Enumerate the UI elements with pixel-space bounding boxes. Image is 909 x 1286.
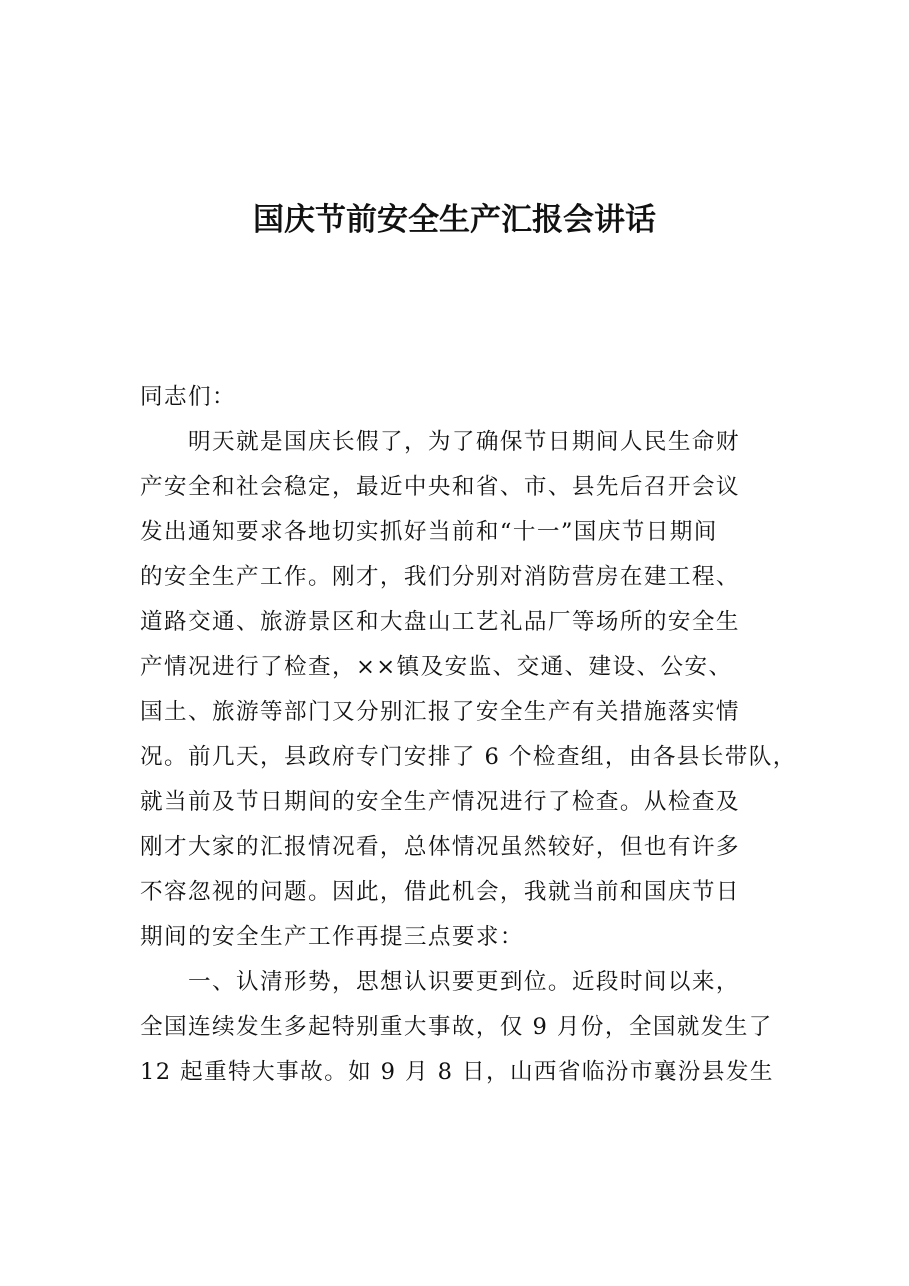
paragraph-line: 产安全和社会稳定，最近中央和省、市、县先后召开会议	[140, 474, 740, 500]
paragraph-line: 产情况进行了检查，××镇及安监、交通、建设、公安、	[140, 654, 733, 680]
paragraph-line: 12 起重特大事故。如 9 月 8 日，山西省临汾市襄汾县发生	[140, 1059, 774, 1085]
document-title: 国庆节前安全生产汇报会讲话	[253, 202, 656, 238]
paragraph-line: 发出通知要求各地切实抓好当前和“十一”国庆节日期间	[140, 519, 718, 545]
section-heading-line: 一、认清形势，思想认识要更到位。近段时间以来，	[188, 969, 740, 995]
paragraph-line: 明天就是国庆长假了，为了确保节日期间人民生命财	[188, 429, 740, 455]
paragraph-line: 期间的安全生产工作再提三点要求：	[140, 924, 524, 950]
paragraph-line: 道路交通、旅游景区和大盘山工艺礼品厂等场所的安全生	[140, 609, 740, 635]
paragraph-line: 刚才大家的汇报情况看，总体情况虽然较好，但也有许多	[140, 834, 740, 860]
paragraph-line: 全国连续发生多起特别重大事故，仅 9 月份，全国就发生了	[140, 1014, 773, 1040]
paragraph-line: 就当前及节日期间的安全生产情况进行了检查。从检查及	[140, 789, 740, 815]
paragraph-line: 的安全生产工作。刚才，我们分别对消防营房在建工程、	[140, 564, 740, 590]
document-body	[140, 375, 797, 1095]
salutation-line: 同志们：	[140, 384, 236, 410]
paragraph-line: 况。前几天，县政府专门安排了 6 个检查组，由各县长带队，	[140, 744, 797, 770]
paragraph-line: 不容忽视的问题。因此，借此机会，我就当前和国庆节日	[140, 879, 740, 905]
paragraph-line: 国土、旅游等部门又分别汇报了安全生产有关措施落实情	[140, 699, 740, 725]
